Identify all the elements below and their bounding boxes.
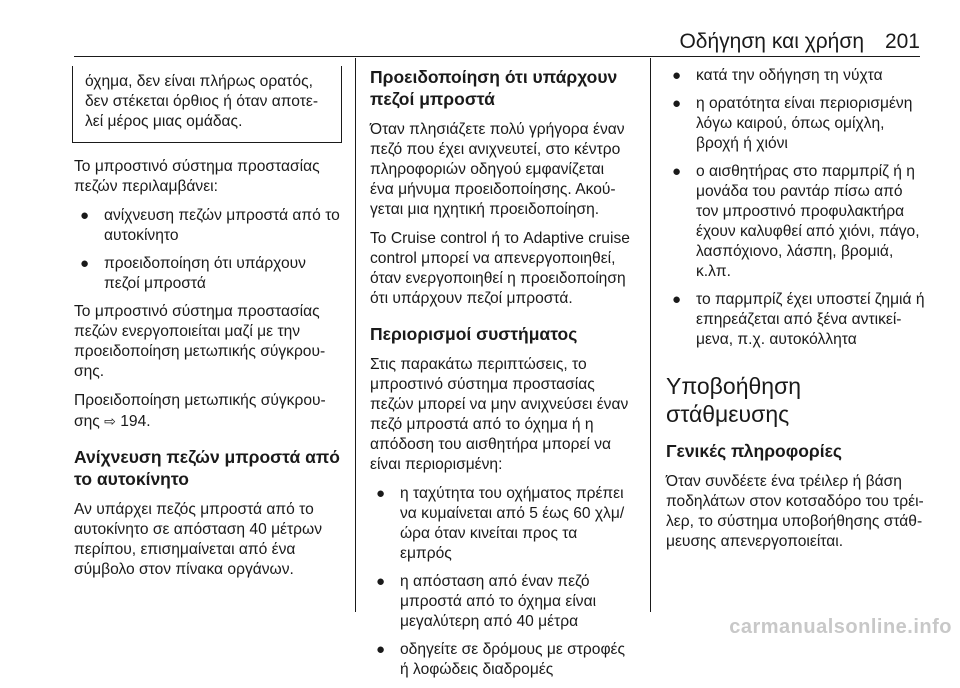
parking-assist-paragraph: Όταν συνδέετε ένα τρέιλερ ή βάση ποδηλάτων στον κοτσαδόρο του τρέι-λερ, το σύστημα υποβοήθησης στάθ-μευσης απενεργοποιείται. [666, 473, 924, 550]
bullet-icon: ● [80, 255, 90, 272]
limitations-list [370, 484, 632, 680]
cross-reference: Προειδοποίηση μετωπικής σύγκρου-σης ⇨ 194. [74, 392, 326, 430]
bullet-icon: ● [672, 67, 682, 84]
bullet-icon: ● [672, 95, 682, 112]
section-heading: Προειδοποίηση ότι υπάρχουν πεζοί μπροστά [370, 67, 618, 109]
bullet-icon: ● [80, 207, 90, 224]
bullet-icon: ● [376, 641, 386, 658]
column-3 [666, 66, 928, 561]
list-item: ● η απόσταση από έναν πεζό μπροστά από το όχημα είναι μεγαλύτερη από 40 μέτρα [376, 573, 597, 630]
watermark: carmanualsonline.info [729, 616, 952, 638]
list-item: ● η ορατότητα είναι περιορισμένη λόγω καιρού, όπως ομίχλη, βροχή ή χιόνι [672, 95, 913, 152]
cruise-control-paragraph: Το Cruise control ή το Adaptive cruise control μπορεί να απενεργοποιηθεί, όταν ενεργοποιηθεί η προειδοποίηση ότι υπάρχουν πεζοί μπροστά. [370, 230, 630, 307]
section-title: Υποβοήθηση στάθμευσης [666, 373, 802, 427]
warning-paragraph: Όταν πλησιάζετε πολύ γρήγορα έναν πεζό που έχει ανιχνευτεί, στο κέντρο πληροφοριών οδηγού εμφανίζεται ένα μήνυμα προειδοποίησης. Ακού-γεται μια ηχητική προειδοποίηση. [370, 121, 625, 218]
detection-paragraph: Αν υπάρχει πεζός μπροστά από το αυτοκίνητο σε απόσταση 40 μέτρων περίπου, επισημαίνεται από ένα σύμβολο στον πίνακα οργάνων. [74, 501, 323, 578]
intro-paragraph: Το μπροστινό σύστημα προστασίας πεζών περιλαμβάνει: [74, 158, 320, 195]
page-reference-link[interactable]: 194. [120, 413, 151, 430]
list-item: ● η ταχύτητα του οχήματος πρέπει να κυμαίνεται από 5 έως 60 χλμ/ώρα όταν κινείται προς τα εμπρός [376, 485, 625, 562]
page-header-title: Οδήγηση και χρήση [679, 30, 864, 53]
bullet-icon: ● [672, 163, 682, 180]
limitations-list-continued [666, 66, 928, 350]
subsection-heading: Γενικές πληροφορίες [666, 441, 843, 461]
column-divider-2 [650, 58, 651, 612]
list-item: ● ανίχνευση πεζών μπροστά από το αυτοκίνητο [80, 207, 340, 244]
page-number: 201 [884, 30, 920, 53]
column-2 [370, 66, 632, 688]
note-box [72, 66, 342, 143]
list-item: ● οδηγείτε σε δρόμους με στροφές ή λοφώδεις διαδρομές [376, 641, 626, 678]
list-item: ● κατά την οδήγηση τη νύχτα [672, 67, 883, 84]
list-item: ● ο αισθητήρας στο παρμπρίζ ή η μονάδα του ραντάρ πίσω από τον μπροστινό προφυλακτήρα έχουν καλυφθεί από χιόνι, πάγο, λασπόχιονο, λάσπη, βρομιά, κ.λπ. [672, 163, 920, 280]
section-heading: Περιορισμοί συστήματος [370, 324, 578, 344]
bullet-icon: ● [376, 573, 386, 590]
right-arrow-icon: ⇨ [104, 413, 116, 429]
feature-list [74, 206, 342, 294]
section-heading: Ανίχνευση πεζών μπροστά από το αυτοκίνητο [74, 447, 340, 489]
bullet-icon: ● [376, 485, 386, 502]
column-1 [74, 66, 342, 589]
limitations-paragraph: Στις παρακάτω περιπτώσεις, το μπροστινό σύστημα προστασίας πεζών μπορεί να μην ανιχνεύσει έναν πεζό μπροστά από το όχημα ή η απόδοση του αισθητήρα μπορεί να είναι περιορισμένη: [370, 356, 629, 473]
header-rule [74, 56, 920, 57]
list-item: ● προειδοποίηση ότι υπάρχουν πεζοί μπροστά [80, 255, 306, 292]
activation-paragraph: Το μπροστινό σύστημα προστασίας πεζών ενεργοποιείται μαζί με την προειδοποίηση μετωπικής σύγκρου-σης. [74, 303, 326, 380]
note-text: όχημα, δεν είναι πλήρως ορατός, δεν στέκεται όρθιος ή όταν αποτε-λεί μέρος μιας ομάδας. [85, 73, 319, 130]
bullet-icon: ● [672, 291, 682, 308]
list-item: ● το παρμπρίζ έχει υποστεί ζημιά ή επηρεάζεται από ξένα αντικεί-μενα, π.χ. αυτοκόλλητα [672, 291, 925, 348]
column-divider-1 [355, 58, 356, 612]
